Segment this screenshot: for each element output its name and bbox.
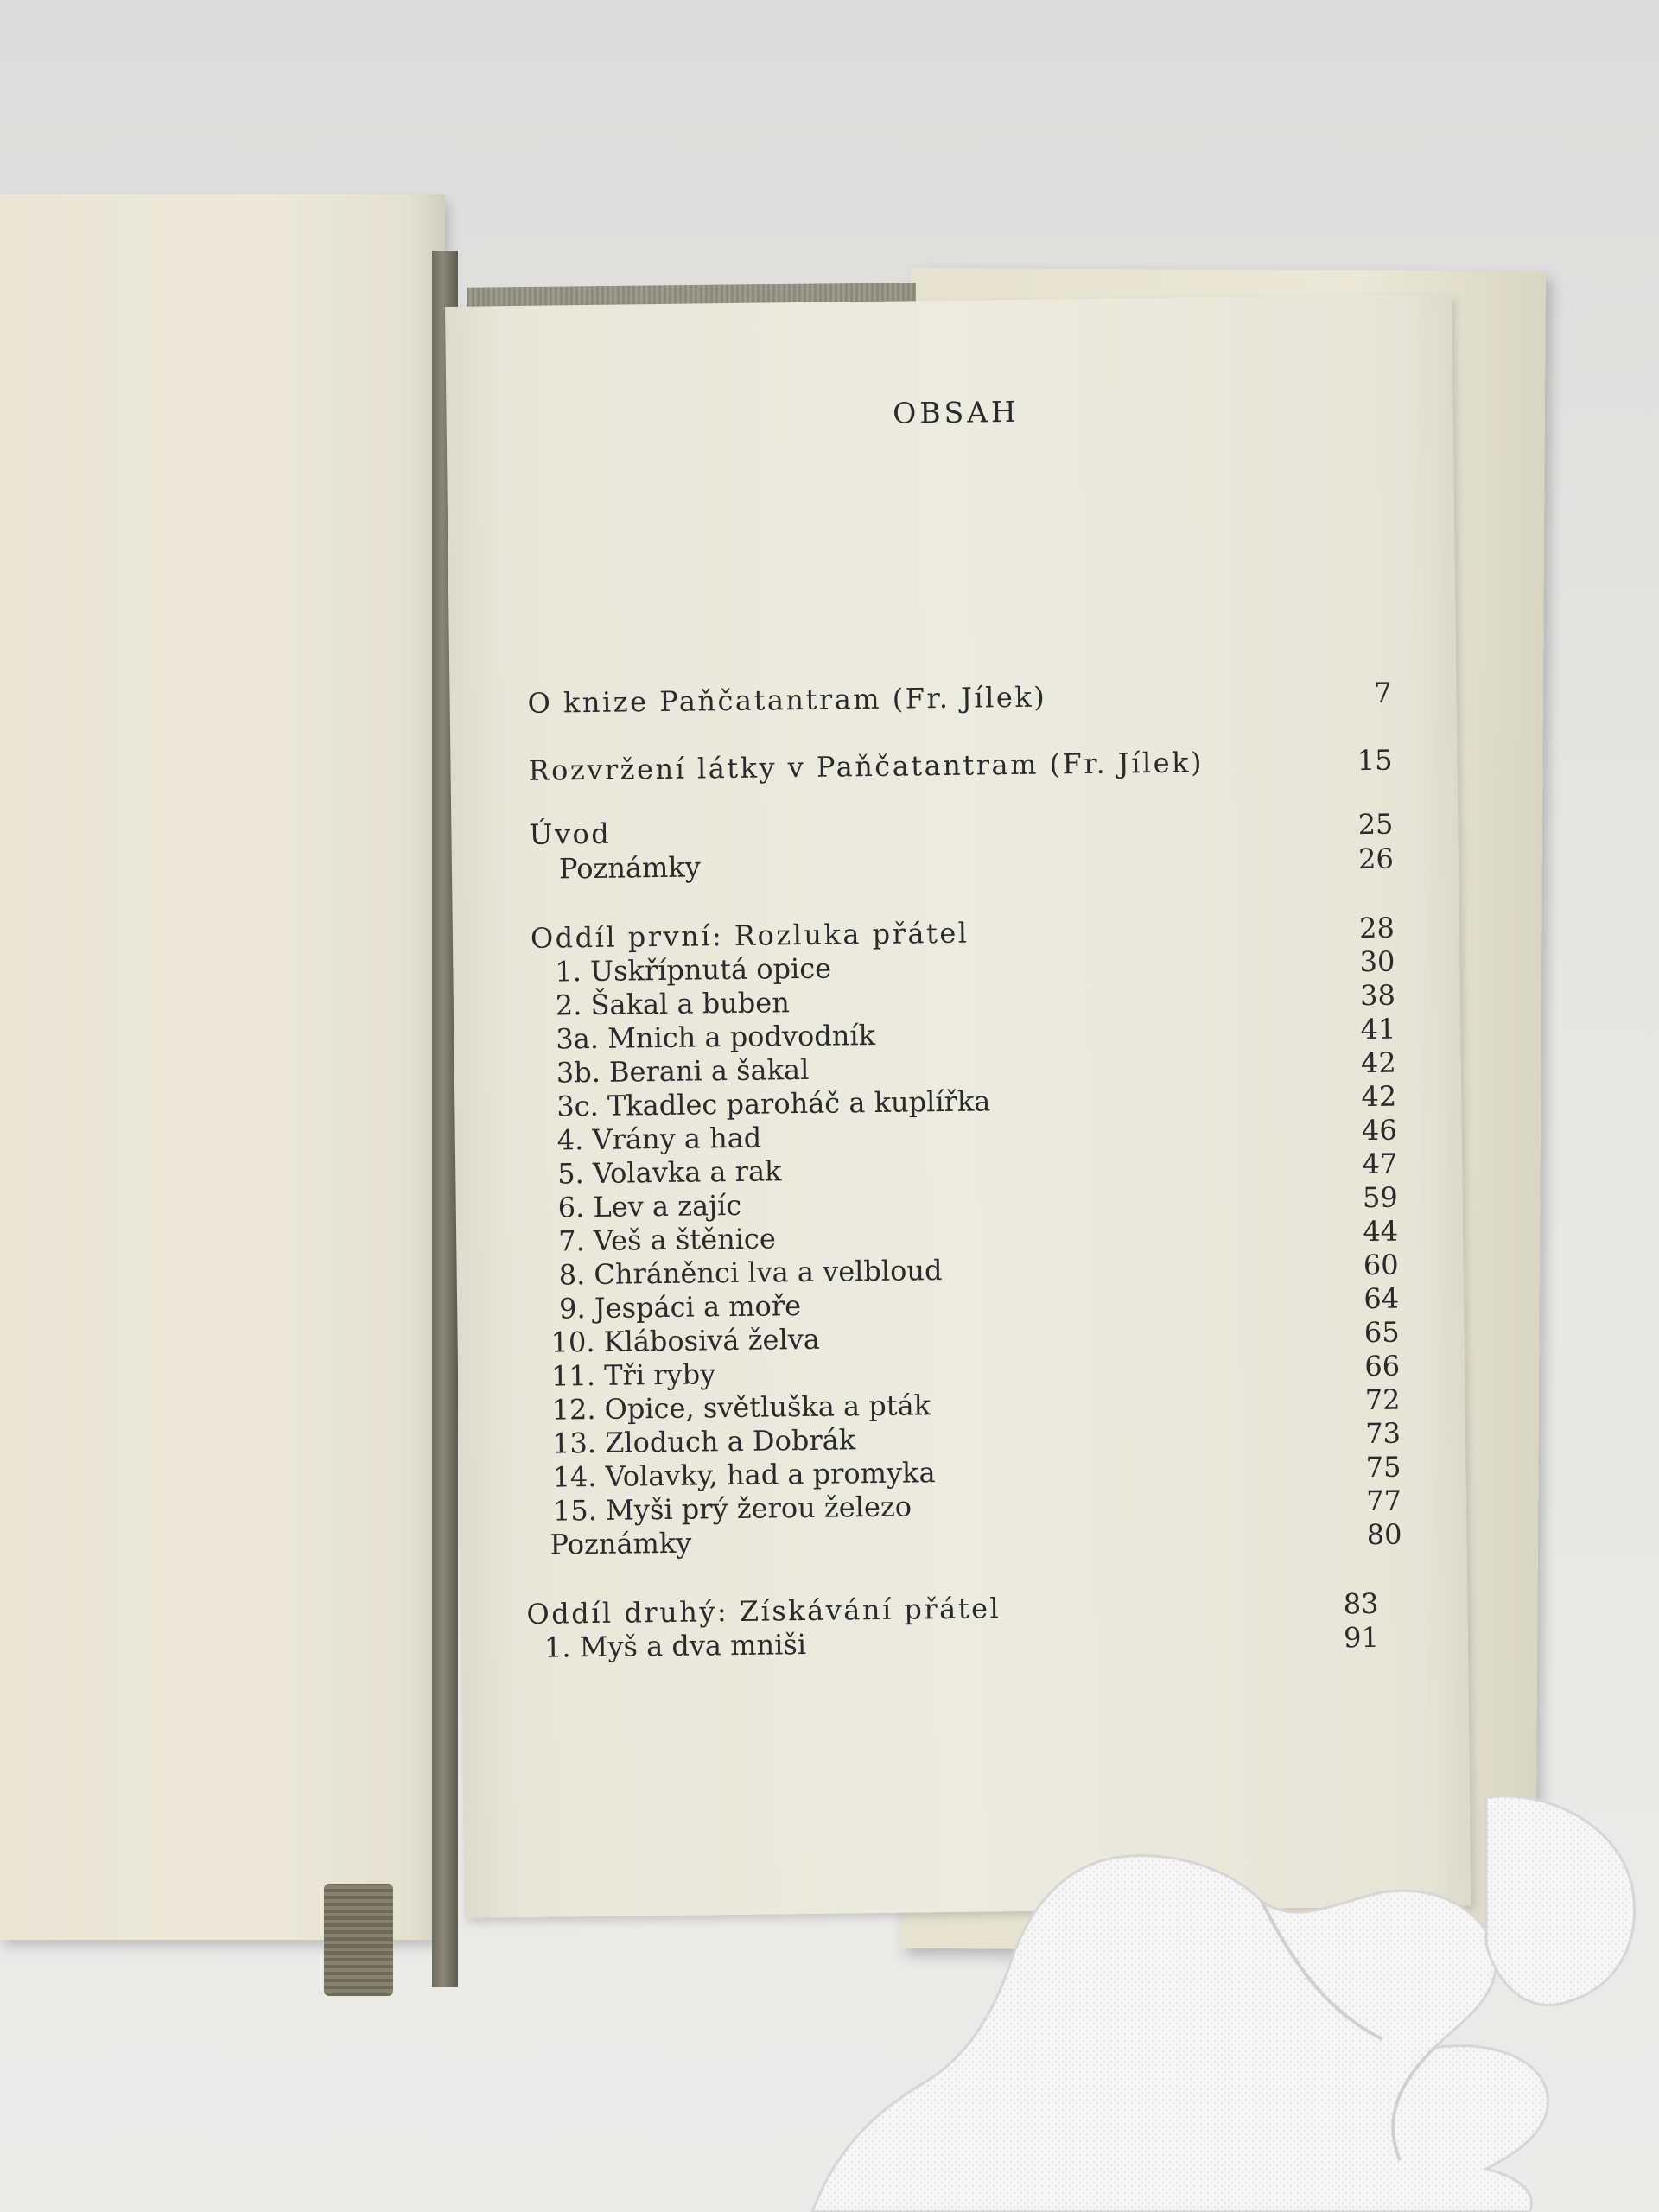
- toc-entry-label: Poznámky: [558, 850, 702, 886]
- toc-entry-label: 3a. Mnich a podvodník: [556, 1018, 876, 1056]
- toc-entry-page: 60: [1363, 1248, 1399, 1282]
- toc-entry-label: 5. Volavka a rak: [557, 1154, 782, 1191]
- toc-entry-label: 1. Uskřípnutá opice: [555, 951, 832, 988]
- toc-entry-label: 3b. Berani a šakal: [556, 1052, 810, 1090]
- toc-entry-label: 7. Veš a štěnice: [557, 1222, 777, 1258]
- toc-entry-page: 59: [1362, 1180, 1398, 1215]
- toc-entry-label: Oddíl první: Rozluka přátel: [530, 916, 969, 955]
- toc-entry-label: 11. Tři ryby: [550, 1357, 716, 1393]
- contents-page: [445, 295, 1471, 1918]
- toc-entry-page: 25: [1357, 807, 1394, 842]
- toc-entry-page: 26: [1357, 842, 1395, 876]
- toc-entry-label: 4. Vrány a had: [556, 1121, 762, 1157]
- toc-entry-page: 46: [1361, 1113, 1397, 1147]
- toc-entry-page: 30: [1359, 944, 1395, 979]
- toc-entry-label: 1. Myš a dva mniši: [543, 1628, 807, 1664]
- toc-entry-page: 7: [1373, 676, 1392, 709]
- toc-entry-label: 14. Volavky, had a promyka: [552, 1456, 936, 1494]
- toc-entry-label: O knize Paňčatantram (Fr. Jílek): [527, 680, 1047, 720]
- toc-entry-page: 47: [1362, 1147, 1398, 1181]
- toc-entry-label: 6. Lev a zajíc: [557, 1188, 742, 1224]
- toc-entry-page: 80: [1366, 1517, 1402, 1552]
- toc-entry-page: 72: [1364, 1382, 1401, 1417]
- toc-entry-page: 42: [1360, 1046, 1396, 1080]
- toc-entry-label: Poznámky: [550, 1526, 692, 1561]
- toc-entry-label: 9. Jespáci a moře: [558, 1289, 802, 1325]
- table-of-contents: [523, 296, 1407, 1917]
- spine-headband: [324, 1884, 393, 1996]
- toc-entry-label: Oddíl druhý: Získávání přátel: [526, 1592, 1001, 1630]
- toc-entry-label: Úvod: [529, 817, 612, 851]
- toc-entry-label: 15. Myši prý žerou železo: [552, 1490, 912, 1528]
- toc-entry-label: 8. Chráněnci lva a velbloud: [558, 1254, 943, 1292]
- toc-entry-page: 38: [1359, 978, 1396, 1013]
- toc-entry-page: 75: [1365, 1450, 1402, 1484]
- toc-entry-label: 3c. Tkadlec paroháč a kuplířka: [556, 1084, 991, 1123]
- toc-entry-page: 15: [1357, 743, 1393, 778]
- toc-entry-page: 73: [1365, 1416, 1402, 1451]
- toc-entry-page: 28: [1358, 911, 1395, 945]
- toc-entry-page: 42: [1361, 1079, 1397, 1114]
- toc-entry-page: 77: [1366, 1484, 1402, 1518]
- toc-entry-page: 66: [1364, 1349, 1401, 1383]
- toc-entry-page: 65: [1363, 1315, 1400, 1350]
- toc-entry: [527, 676, 1391, 721]
- toc-entry-label: 10. Klábosivá želva: [550, 1322, 821, 1359]
- toc-entry-label: 2. Šakal a buben: [555, 986, 791, 1022]
- toc-heading: OBSAH: [893, 394, 1020, 430]
- left-book-page: [0, 194, 445, 1940]
- toc-entry: [528, 743, 1392, 788]
- toc-entry-label: 13. Zloduch a Dobrák: [551, 1423, 856, 1460]
- toc-entry-page: 64: [1363, 1281, 1400, 1316]
- toc-entry-label: Rozvržení látky v Paňčatantram (Fr. Jílek): [528, 746, 1205, 787]
- toc-entry-label: 12. Opice, světluška a pták: [551, 1389, 931, 1427]
- white-glove-hand: [778, 1797, 1659, 2212]
- toc-entry-page: 91: [1343, 1620, 1380, 1655]
- toc-entry-page: 83: [1343, 1586, 1379, 1621]
- toc-entry-page: 41: [1360, 1012, 1396, 1046]
- toc-entry-page: 44: [1363, 1214, 1399, 1249]
